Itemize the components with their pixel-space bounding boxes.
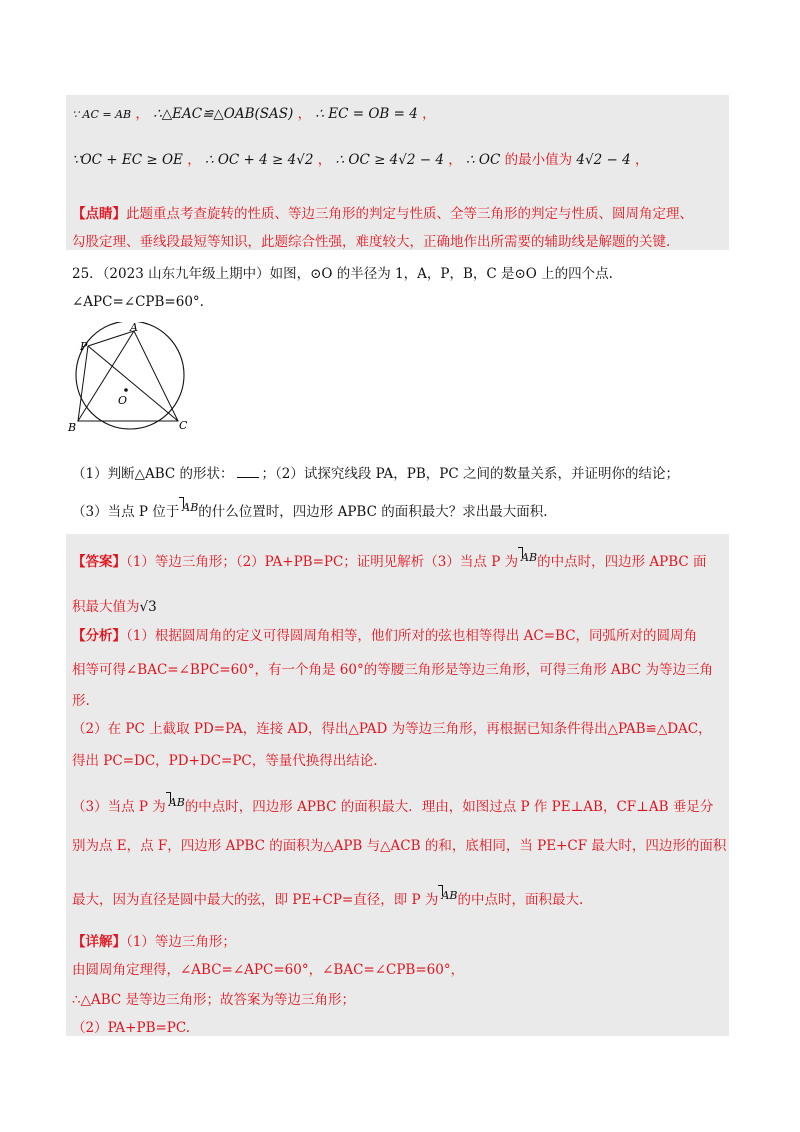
label-a: A [130,322,138,334]
analysis-line-8: 最大，因为直径是圆中最大的弦，即 PE+CP=直径，即 P 为 AB的中点时，面积最大. [72,889,584,908]
analysis-line-4: （2）在 PC 上截取 PD=PA，连接 AD，得出△PAD 为等边三角形，再根据已知条件得出△PAB≌△DAC， [72,721,712,737]
analysis-line-3: 形. [72,693,90,709]
math-expr: ∵ AC = AB [72,108,132,121]
math-expr: ∴ OC [466,152,501,168]
arc-ab: AB [518,551,537,564]
analysis-line-2: 相等可得∠BAC=∠BPC=60°，有一个角是 60°的等腰三角形是等边三角形，可得三角形 ABC 为等边三角 [72,662,714,678]
problem-line-1: 25．（2023 山东九年级上期中）如图，⊙O 的半径为 1，A，P，B，C 是⊙O 上的四个点. [72,266,613,282]
math-expr: 4√2 − 4 [576,152,631,168]
math-expr: ∴ OC ≥ 4√2 − 4 [335,152,444,168]
answer-line-1: 【答案】（1）等边三角形；（2）PA+PB=PC；证明见解析（3）当点 P 为 AB的中点时，四边形 APBC 面 [72,551,707,570]
math-expr: ∵OC + EC ≥ OE [72,152,183,168]
answer-line-2: 积最大值为√3 [72,599,157,615]
answer-blank [237,465,259,478]
arc-ab: AB [179,501,198,514]
circle-figure [66,322,196,434]
solution-line-2: ∵OC + EC ≥ OE ， ∴ OC + 4 ≥ 4√2 ， ∴ OC ≥ 4√2 − 4 ， ∴ OC 的最小值为 4√2 − 4 ， [72,152,649,168]
analysis-line-6: （3）当点 P 为 AB的中点时，四边形 APBC 的面积最大．理由，如图过点 P 作 PE⊥AB，CF⊥AB 垂足分 [72,796,714,815]
detail-line-3: ∴△ABC 是等边三角形；故答案为等边三角形； [72,992,356,1008]
label-p: P [80,340,88,353]
arc-ab: AB [438,889,457,902]
math-expr: ∴ OC + 4 ≥ 4√2 [204,152,314,168]
detail-line-1: 【详解】（1）等边三角形； [72,934,236,950]
comment-line-1: 【点睛】此题重点考查旋转的性质、等边三角形的判定与性质、全等三角形的判定与性质、圆周角定理、 [72,206,693,222]
comment-line-2: 勾股定理、垂线段最短等知识，此题综合性强，难度较大，正确地作出所需要的辅助线是解题的关键. [72,234,671,250]
label-b: B [68,421,77,434]
math-expr: ∴△EAC≌△OAB(SAS) [153,106,294,122]
detail-line-4: （2）PA+PB=PC. [72,1020,191,1036]
question-1-2: （1）判断△ABC 的形状： ；（2）试探究线段 PA，PB，PC 之间的数量关系，并证明你的结论； [72,466,679,482]
analysis-tag: 【分析】 [72,628,126,644]
math-expr: √3 [139,599,157,615]
detail-line-2: 由圆周角定理得，∠ABC=∠APC=60°，∠BAC=∠CPB=60°， [72,962,465,978]
answer-tag: 【答案】 [72,554,126,570]
analysis-line-5: 得出 PC=DC，PD+DC=PC，等量代换得出结论. [72,753,378,769]
problem-line-2: ∠APC=∠CPB=60°. [72,294,204,310]
detail-tag: 【详解】 [72,934,126,950]
center-point [124,388,128,392]
question-3: （3）当点 P 位于 AB的什么位置时，四边形 APBC 的面积最大？求出最大面积. [72,501,548,520]
label-c: C [179,419,188,432]
comment-tag: 【点睛】 [72,206,126,222]
label-o: O [118,394,128,407]
solution-line-1: ∵ AC = AB ， ∴△EAC≌△OAB(SAS) ， ∴ EC = OB = 4 ， [72,106,436,122]
analysis-line-7: 别为点 E，点 F，四边形 APBC 的面积为△APB 与△ACB 的和，底相同，当 PE+CF 最大时，四边形的面积 [72,838,727,854]
math-expr: ∴ EC = OB = 4 [315,106,418,122]
analysis-line-1: 【分析】（1）根据圆周角的定义可得圆周角相等，他们所对的弦也相等得出 AC=BC，同弧所对的圆周角 [72,628,698,644]
arc-ab: AB [166,796,185,809]
